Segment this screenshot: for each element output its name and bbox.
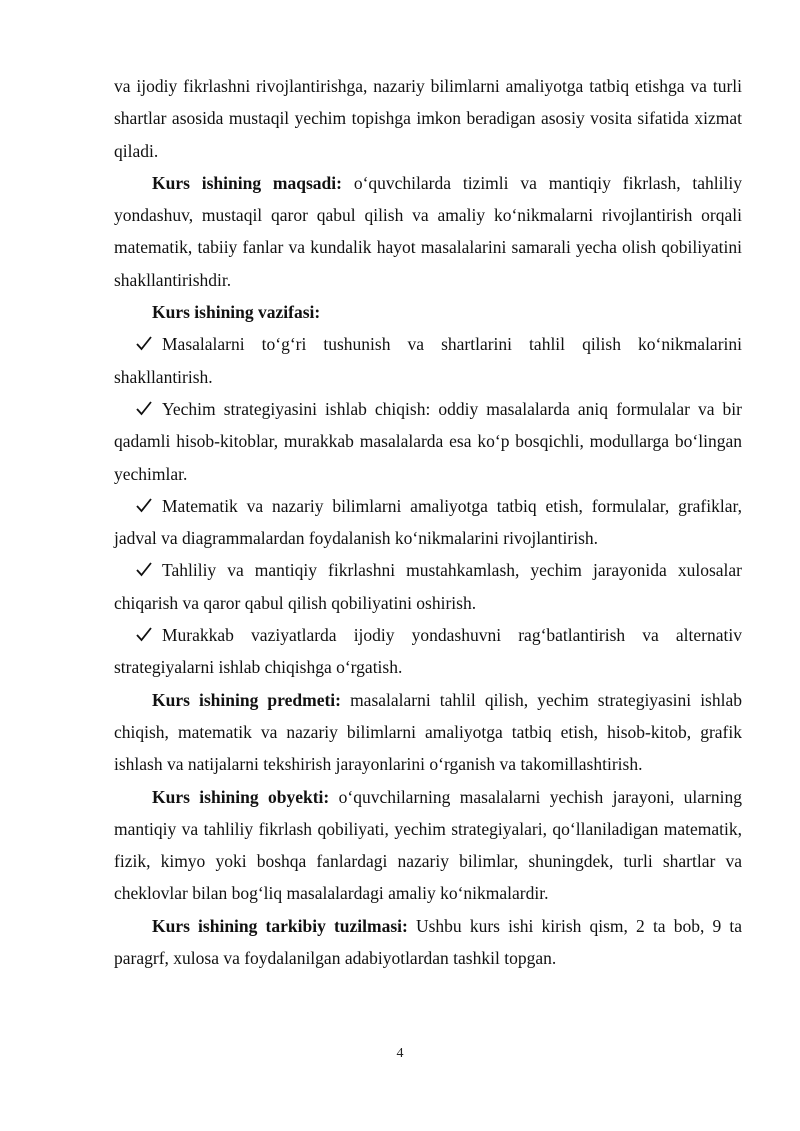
task-text: Tahliliy va mantiqiy fikrlashni mustahkamlash, yechim jarayonida xulosalar chiqarish va qaror qabul qilish qobiliyatini oshirish. [114, 560, 742, 613]
check-mark-icon [136, 554, 162, 586]
subject-label: Kurs ishining predmeti: [152, 689, 341, 710]
goal-paragraph [114, 167, 742, 296]
task-text: Yechim strategiyasini ishlab chiqish: oddiy masalalarda aniq formulalar va bir qadamli hisob-kitoblar, murakkab masalalarda esa ko‘p bosqichli, modullarga bo‘lingan yechimlar. [114, 398, 742, 484]
tasks-heading [114, 296, 742, 328]
object-label: Kurs ishining obyekti: [152, 786, 330, 807]
goal-label: Kurs ishining maqsadi: [152, 172, 342, 193]
task-item [114, 490, 742, 555]
task-text: Masalalarni to‘g‘ri tushunish va shartlarini tahlil qilish ko‘nikmalarini shakllantirish. [114, 334, 742, 387]
check-mark-icon [136, 619, 162, 651]
task-item [114, 619, 742, 684]
task-text: Murakkab vaziyatlarda ijodiy yondashuvni rag‘batlantirish va alternativ strategiyalarni ishlab chiqishga o‘rgatish. [114, 625, 742, 678]
document-page [114, 70, 742, 974]
check-mark-icon [136, 490, 162, 522]
task-item [114, 554, 742, 619]
check-mark-icon [136, 328, 162, 360]
intro-paragraph: va ijodiy fikrlashni rivojlantirishga, nazariy bilimlarni amaliyotga tatbiq etishga va turli shartlar asosida mustaqil yechim topishga imkon beradigan asosiy vosita sifatida xizmat qiladi. [114, 76, 742, 161]
task-item [114, 328, 742, 393]
page-number: 4 [396, 1046, 404, 1061]
structure-paragraph [114, 910, 742, 975]
object-paragraph [114, 781, 742, 910]
task-item [114, 393, 742, 490]
structure-label: Kurs ishining tarkibiy tuzilmasi: [152, 915, 408, 936]
check-mark-icon [136, 393, 162, 425]
subject-paragraph [114, 684, 742, 781]
object-text: o‘quvchilarning masalalarni yechish jarayoni, ularning mantiqiy va tahliliy fikrlash qobiliyati, yechim strategiyalari, qo‘llaniladigan matematik, fizik, kimyo yoki boshqa fanlardagi nazariy bilimlar, shuningdek, turli shartlar va cheklovlar bilan bog‘liq masalalardagi amaliy ko‘nikmalardir. [114, 786, 742, 904]
goal-text: o‘quvchilarda tizimli va mantiqiy fikrlash, tahliliy yondashuv, mustaqil qaror qabul qilish va amaliy ko‘nikmalarni rivojlantirish orqali matematik, tabiiy fanlar va kundalik hayot masalalarini samarali yecha olish qobiliyatini shakllantirishdir. [114, 172, 743, 290]
task-text: Matematik va nazariy bilimlarni amaliyotga tatbiq etish, formulalar, grafiklar, jadval va diagrammalardan foydalanish ko‘nikmalarini rivojlantirish. [114, 495, 742, 549]
tasks-label: Kurs ishining vazifasi: [152, 302, 321, 323]
structure-text: Ushbu kurs ishi kirish qism, 2 ta bob, 9 ta paragrf, xulosa va foydalanilgan adabiyotlardan tashkil topgan. [114, 915, 742, 969]
subject-text: masalalarni tahlil qilish, yechim strategiyasini ishlab chiqish, matematik va nazariy bilimlarni amaliyotga tatbiq etish, hisob-kitob, grafik ishlash va natijalarni tekshirish jarayonlarini o‘rganish va takomillashtirish. [114, 689, 742, 775]
